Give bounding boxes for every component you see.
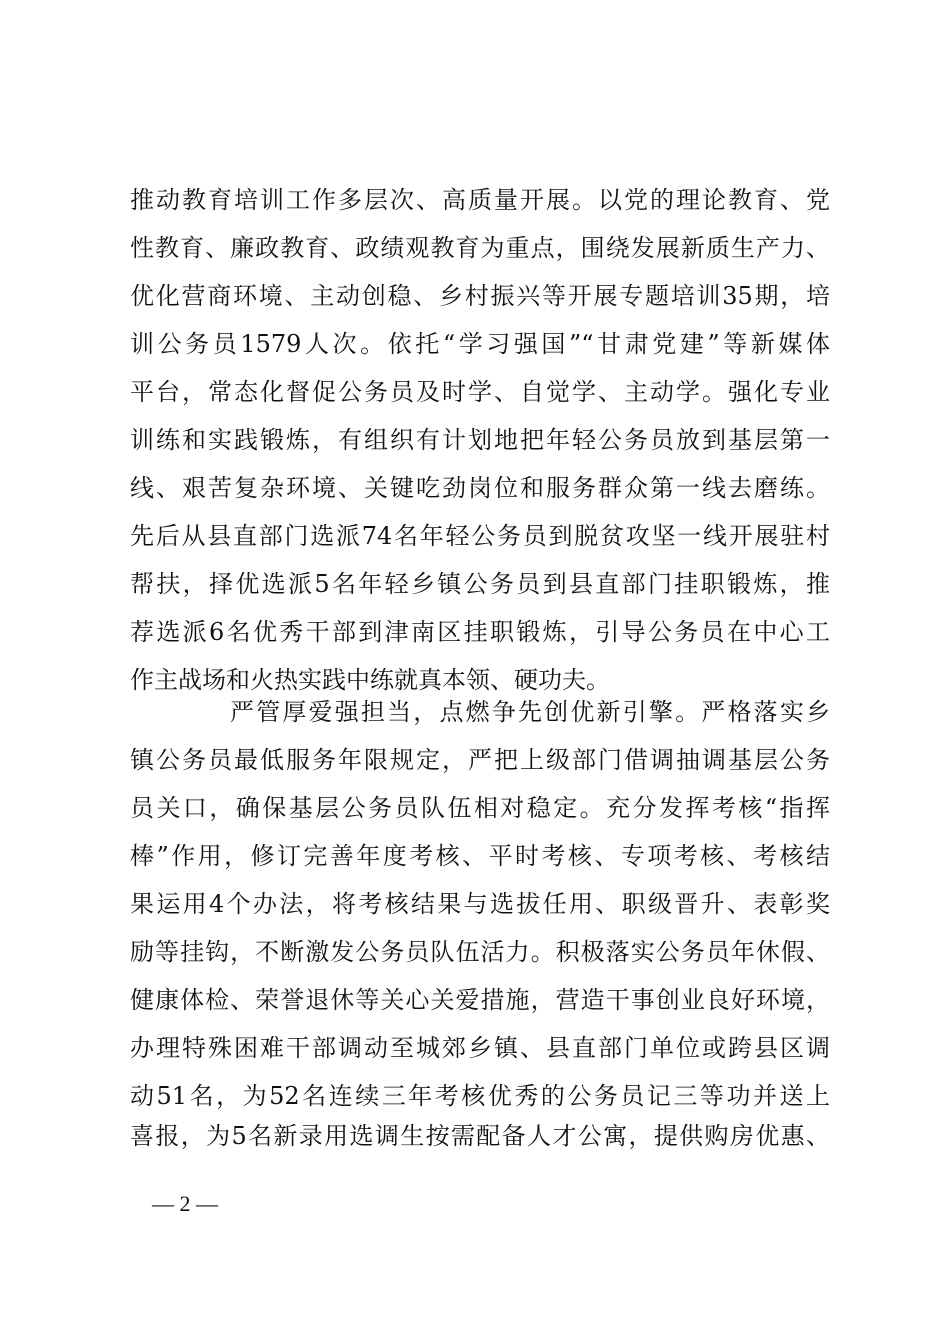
paragraph-2-line: 办理特殊困难干部调动至城郊乡镇、县直部门单位或跨县区调	[130, 1034, 830, 1062]
paragraph-2-line: 员关口，确保基层公务员队伍相对稳定。充分发挥考核“指挥	[130, 794, 830, 822]
paragraph-2-line: 动51名，为52名连续三年考核优秀的公务员记三等功并送上	[130, 1082, 830, 1110]
paragraph-2-line: 镇公务员最低服务年限规定，严把上级部门借调抽调基层公务	[130, 746, 830, 774]
page-number: — 2 —	[152, 1191, 218, 1216]
paragraph-1-line: 帮扶，择优选派5名年轻乡镇公务员到县直部门挂职锻炼，推	[130, 570, 830, 598]
paragraph-2-line: 励等挂钩，不断激发公务员队伍活力。积极落实公务员年休假、	[130, 938, 830, 966]
paragraph-2-line: 严管厚爱强担当，点燃争先创优新引擎。严格落实乡	[230, 698, 830, 726]
paragraph-1-line: 荐选派6名优秀干部到津南区挂职锻炼，引导公务员在中心工	[130, 618, 830, 646]
paragraph-1-line: 推动教育培训工作多层次、高质量开展。以党的理论教育、党	[130, 186, 830, 214]
paragraph-2-line: 健康体检、荣誉退休等关心关爱措施，营造干事创业良好环境，	[130, 986, 830, 1014]
paragraph-1-line: 作主战场和火热实践中练就真本领、硬功夫。	[130, 666, 610, 694]
paragraph-2-line: 喜报，为5名新录用选调生按需配备人才公寓，提供购房优惠、	[130, 1122, 830, 1150]
paragraph-1-line: 线、艰苦复杂环境、关键吃劲岗位和服务群众第一线去磨练。	[130, 474, 830, 502]
paragraph-2-line: 棒”作用，修订完善年度考核、平时考核、专项考核、考核结	[130, 842, 830, 870]
paragraph-1-line: 训公务员1579人次。依托“学习强国”“甘肃党建”等新媒体	[130, 330, 830, 358]
paragraph-1-line: 训练和实践锻炼，有组织有计划地把年轻公务员放到基层第一	[130, 426, 830, 454]
paragraph-1-line: 性教育、廉政教育、政绩观教育为重点，围绕发展新质生产力、	[130, 234, 830, 262]
paragraph-1-line: 平台，常态化督促公务员及时学、自觉学、主动学。强化专业	[130, 378, 830, 406]
paragraph-1-line: 优化营商环境、主动创稳、乡村振兴等开展专题培训35期，培	[130, 282, 830, 310]
paragraph-1-line: 先后从县直部门选派74名年轻公务员到脱贫攻坚一线开展驻村	[130, 522, 830, 550]
paragraph-2-line: 果运用4个办法，将考核结果与选拔任用、职级晋升、表彰奖	[130, 890, 830, 918]
